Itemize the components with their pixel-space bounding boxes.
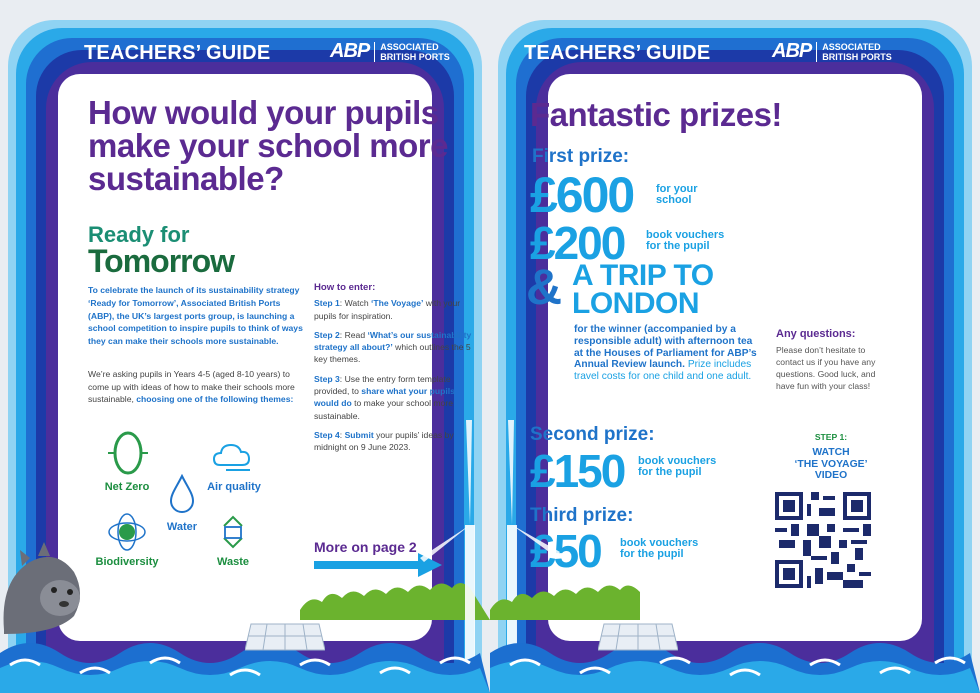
step-text: : Use the entry form template provided, to [314,373,451,397]
step-highlight: Submit [344,429,374,440]
waves-illustration [490,613,980,693]
step-2 [314,329,479,366]
trip-desc-text: for the winner (accompanied by a responsible adult) with afternoon tea at the Houses of Parliament for ABP’s Annual Review launch. [574,324,757,371]
prizes-headline: Fantastic prizes! [530,96,782,133]
themes-intro-highlight: choosing one of the following themes: [136,394,294,404]
watch-line: VIDEO [814,470,848,481]
qr-code-icon[interactable] [775,492,871,588]
air-quality-icon [212,437,258,473]
prize-desc-line: for the pupil [620,548,684,560]
watch-line: WATCH [812,447,850,458]
third-prize-amount: £50 [530,525,601,577]
step-highlight: share what your pupils would do [314,386,455,409]
page-headline: How would your pupils make your school more sustainable? [88,94,448,197]
first-prize-desc [656,184,698,206]
first-prize-amount: £600 [530,167,634,223]
step-label: Step 3 [314,373,340,384]
water-drop-icon [168,474,196,514]
questions-text: Please don’t hesitate to contact us if you have any questions. Good luck, and have fun with your class! [776,345,876,391]
net-zero-icon [104,428,152,478]
step-text: with your pupils for inspiration. [314,298,461,321]
rft-line1: Ready for [88,222,190,247]
watch-video-label [786,447,876,482]
book-voucher-amount: £200 [530,217,625,269]
prize-desc-line: book vouchers [646,229,725,241]
third-prize-desc [620,538,698,560]
second-prize-label: Second prize: [530,424,655,445]
prize-desc-line: for the pupil [638,466,702,478]
theme-air-quality: Air quality [207,481,261,493]
rft-line2: Tomorrow [88,243,235,279]
logo-line: BRITISH PORTS [822,51,892,62]
header-title: TEACHERS’ GUIDE [84,42,271,64]
how-to-title: How to enter: [314,282,376,293]
trip-note: Prize includes travel costs for one child and one adult. [574,359,752,383]
theme-biodiversity: Biodiversity [95,556,159,568]
logo-text [374,42,450,62]
biodiversity-icon [106,510,148,554]
logo-text [816,42,892,62]
second-prize-amount: £150 [530,445,625,497]
watch-line: ‘THE VOYAGE’ [794,458,868,470]
logo-line: ASSOCIATED [822,41,881,52]
step-1-label: STEP 1: [814,432,848,442]
step-text: : Read [339,329,368,340]
trip-line: A TRIP TO [572,259,714,292]
step-text: your pupils’ ideas by midnight on 9 June 2023. [314,429,454,453]
solar-panel-illustration [245,622,325,658]
abp-logo [330,40,450,63]
step-label: Step 4 [314,429,340,440]
ready-for-tomorrow-logo [88,222,235,279]
step-3 [314,373,479,422]
trip-to-london [572,259,714,320]
themes-intro-text: We’re asking pupils in Years 4-5 (aged 8-10 years) to come up with ideas of how to make their schools more sustainable, [88,369,295,404]
prize-desc-line: school [656,194,692,206]
step-label: Step 2 [314,329,340,340]
theme-waste: Waste [217,556,249,568]
prize-desc-line: for the pupil [646,240,710,252]
theme-water: Water [166,521,198,533]
intro-text: To celebrate the launch of its sustainability strategy ‘Ready for Tomorrow’, Associated British Ports (ABP), the UK’s largest ports group, is launching a school competition to inspire pupils to think of ways they can make their schools more sustainable. [88,285,303,347]
first-prize-label: First prize: [532,146,630,167]
logo-line: BRITISH PORTS [380,51,450,62]
solar-panel-illustration [598,622,678,658]
abp-logo [772,40,892,63]
more-on-page-2-link[interactable]: More on page 2 [314,539,417,555]
trip-description [574,324,764,383]
trip-line: LONDON [572,287,699,320]
step-1 [314,297,479,322]
third-prize-label: Third prize: [530,505,634,526]
step-text: to make your school more sustainable. [314,398,453,421]
header-title: TEACHERS’ GUIDE [524,42,711,64]
prize-desc-line: for your [656,183,698,195]
prize-desc-line: book vouchers [638,455,717,467]
right-page [490,0,980,693]
prize-desc-line: book vouchers [620,537,699,549]
logo-mark: ABP [330,40,370,62]
questions-title: Any questions: [776,328,856,340]
logo-mark: ABP [772,40,812,62]
step-link[interactable]: ‘The Voyage’ [371,298,424,309]
themes-intro [88,368,306,406]
second-prize-desc [638,456,716,478]
step-link[interactable]: ‘What’s our sustainability strategy all about?’ [314,329,472,353]
logo-line: ASSOCIATED [380,41,439,52]
waste-recycle-icon [212,512,254,552]
step-label: Step 1 [314,298,340,309]
step-text: : Watch [339,298,371,309]
book-voucher-desc [646,230,724,252]
step-text: : [339,429,345,440]
step-text: which outlines the 5 key themes. [314,342,471,365]
theme-net-zero: Net Zero [104,481,150,493]
ampersand: & [526,259,563,315]
